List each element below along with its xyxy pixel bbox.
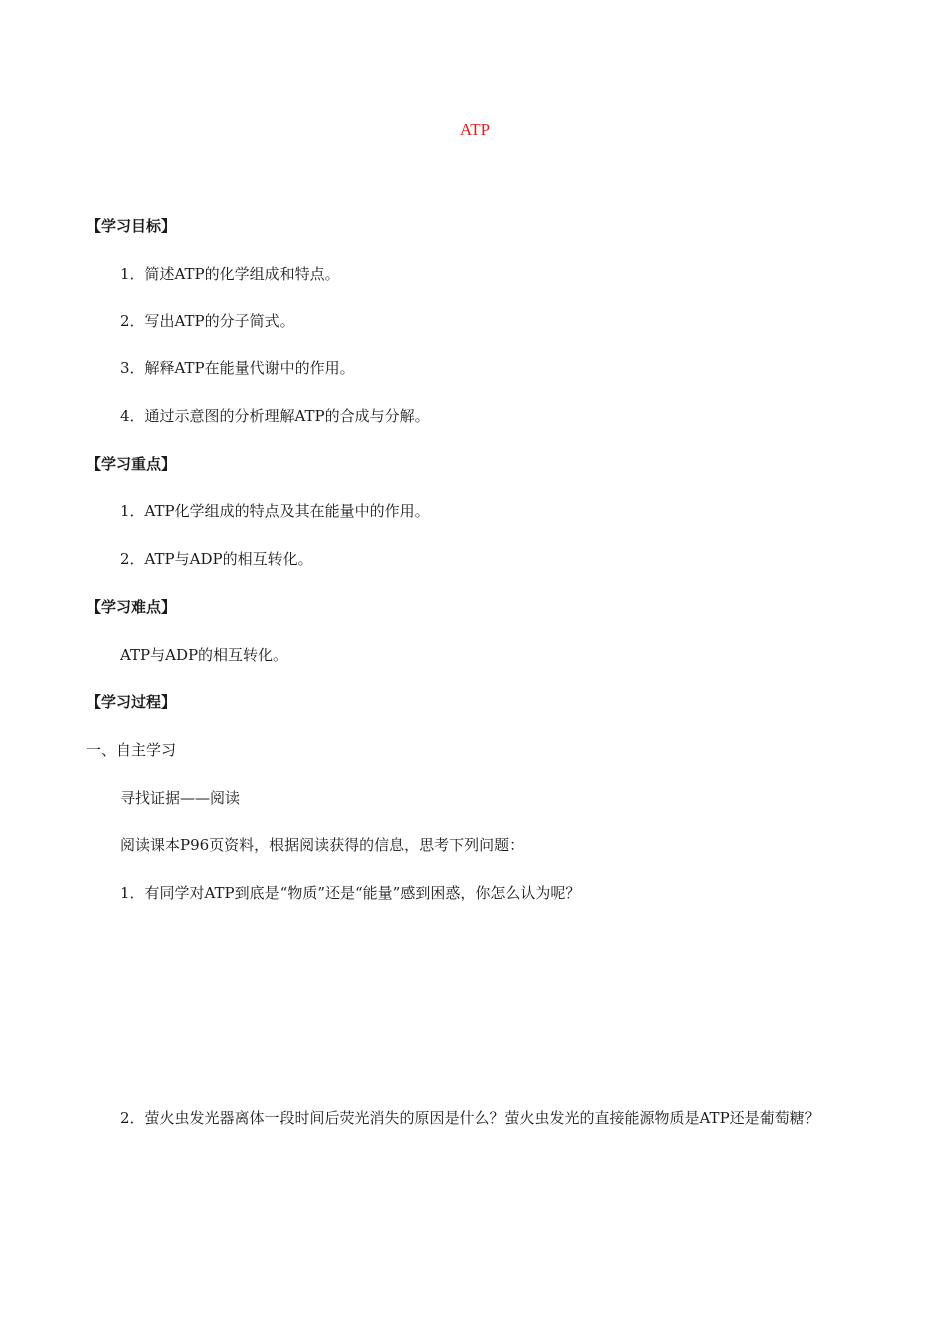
section-subtitle: 寻找证据——阅读 [120,789,241,807]
key-point-item: 2．ATP与ADP的相互转化。 [120,550,313,568]
question-item: 1．有同学对ATP到底是“物质”还是“能量”感到困惑，你怎么认为呢？ [120,884,581,902]
objective-item: 2．写出ATP的分子简式。 [120,312,295,330]
process-heading: 【学习过程】 [86,693,177,711]
objective-item: 4．通过示意图的分析理解ATP的合成与分解。 [120,407,430,425]
objective-item: 3．解释ATP在能量代谢中的作用。 [120,359,355,377]
objectives-heading: 【学习目标】 [86,217,177,235]
key-point-item: 1．ATP化学组成的特点及其在能量中的作用。 [120,502,430,520]
document-title: ATP [459,120,491,139]
question-item: 2．萤火虫发光器离体一段时间后荧光消失的原因是什么？萤火虫发光的直接能源物质是ATP还是葡萄糖？ [120,1109,820,1127]
objective-item: 1．简述ATP的化学组成和特点。 [120,265,340,283]
reading-instruction: 阅读课本P96页资料，根据阅读获得的信息，思考下列问题： [120,836,525,854]
section-title: 一、自主学习 [86,741,177,759]
key-points-heading: 【学习重点】 [86,455,177,473]
difficulty-text: ATP与ADP的相互转化。 [120,646,289,664]
difficulties-heading: 【学习难点】 [86,598,177,616]
